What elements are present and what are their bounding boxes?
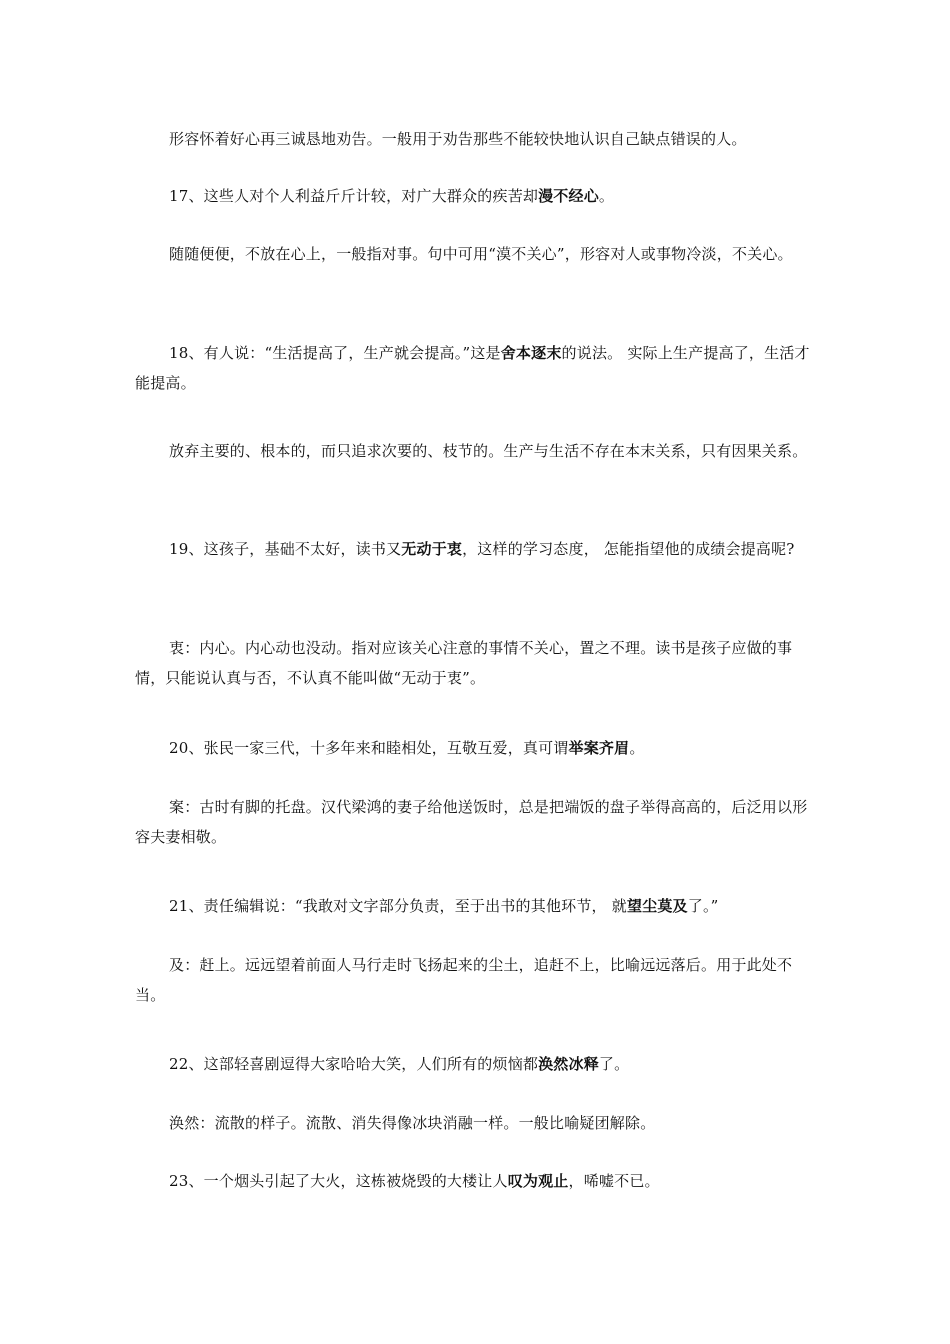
paragraph-17-explanation [135,239,815,269]
paragraph-text: 衷：内心。内心动也没动。指对应该关心注意的事情不关心，置之不理。读书是孩子应做的事情，只能说认真与否，不认真不能叫做“无动于衷”。 [135,639,793,687]
paragraph-text: 及：赶上。远远望着前面人马行走时飞扬起来的尘土，追赶不上，比喻远远落后。用于此处不当。 [135,956,793,1004]
question-19 [135,534,815,564]
question-17 [135,181,815,211]
question-text: 了。” [687,897,719,915]
paragraph-18-explanation [135,436,815,466]
paragraph-19-explanation [135,633,815,693]
paragraph-20-explanation [135,792,815,852]
paragraph-16-explanation [135,124,815,154]
question-text: 20、张民一家三代，十多年来和睦相处，互敬互爱，真可谓 [169,739,569,757]
question-18 [135,338,815,398]
question-text: 22、这部轻喜剧逗得大家哈哈大笑，人们所有的烦恼都 [169,1055,539,1073]
idiom-keyword: 无动于衷 [401,540,463,558]
paragraph-text: 形容怀着好心再三诚恳地劝告。一般用于劝告那些不能较快地认识自己缺点错误的人。 [169,130,747,148]
idiom-keyword: 举案齐眉 [568,739,630,757]
paragraph-text: 涣然：流散的样子。流散、消失得像冰块消融一样。一般比喻疑团解除。 [169,1114,656,1132]
question-text: 。 [629,739,645,757]
question-text: 17、这些人对个人利益斤斤计较，对广大群众的疾苦却 [169,187,539,205]
paragraph-21-explanation [135,950,815,1010]
idiom-keyword: 望尘莫及 [626,897,688,915]
question-21 [135,891,815,921]
question-text: 。 [598,187,615,205]
question-text: 的说法。 实际上生产提高了，生活才能提高。 [135,344,810,392]
question-text: 23、一个烟头引起了大火，这栋被烧毁的大楼让人 [169,1172,508,1190]
question-text: 19、这孩子，基础不太好，读书又 [169,540,402,558]
question-text: ，这样的学习态度， 怎能指望他的成绩会提高呢? [462,540,795,558]
paragraph-text: 案：古时有脚的托盘。汉代梁鸿的妻子给他送饭时，总是把端饭的盘子举得高高的，后泛用以形容夫妻相敬。 [135,798,808,846]
paragraph-22-explanation [135,1108,815,1138]
question-23 [135,1166,815,1196]
question-22 [135,1049,815,1079]
idiom-keyword: 舍本逐末 [500,344,562,362]
question-text: 21、责任编辑说：“我敢对文字部分负责，至于出书的其他环节， 就 [169,897,627,915]
paragraph-text: 放弃主要的、根本的，而只追求次要的、枝节的。生产与生活不存在本末关系，只有因果关系。 [169,442,808,460]
question-text: 了。 [598,1055,630,1073]
question-20 [135,733,815,763]
question-text: ，唏嘘不已。 [568,1172,660,1190]
idiom-keyword: 叹为观止 [507,1172,569,1190]
question-text: 18、有人说：“生活提高了，生产就会提高。”这是 [169,344,501,362]
idiom-keyword: 涣然冰释 [538,1055,599,1073]
idiom-keyword: 漫不经心 [538,187,599,205]
paragraph-text: 随随便便，不放在心上，一般指对事。句中可用“漠不关心”，形容对人或事物冷淡，不关心。 [169,245,793,263]
